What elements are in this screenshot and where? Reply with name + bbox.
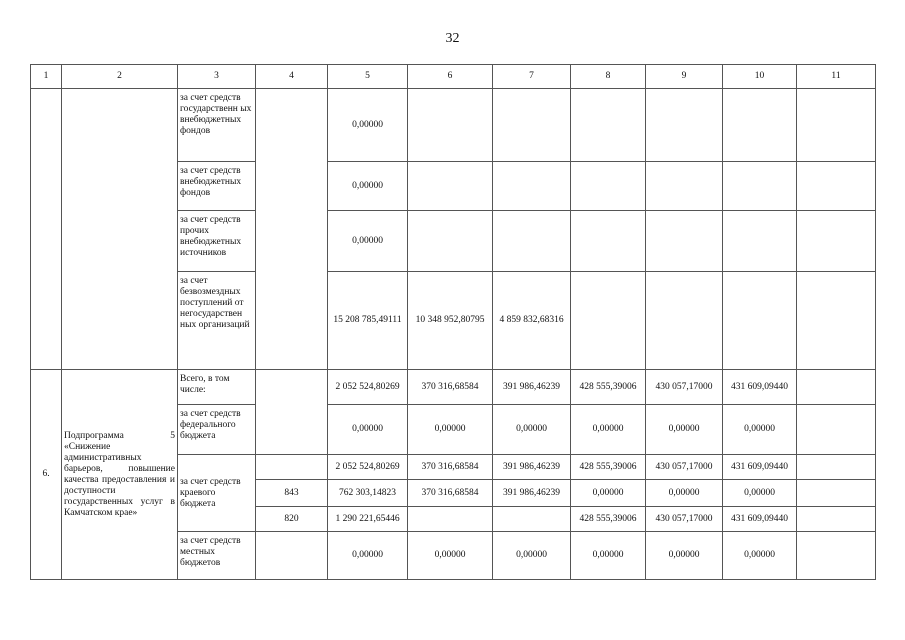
value-cell: 431 609,09440 <box>723 370 797 405</box>
value-cell: 0,00000 <box>328 211 408 272</box>
source-cell: Всего, в том числе: <box>178 370 256 405</box>
value-cell: 0,00000 <box>408 405 493 455</box>
value-cell: 762 303,14823 <box>328 480 408 507</box>
value-cell: 0,00000 <box>571 532 646 580</box>
value-cell: 431 609,09440 <box>723 507 797 532</box>
col-header-3: 3 <box>178 65 256 89</box>
value-cell: 430 057,17000 <box>646 455 723 480</box>
program-cell-empty <box>62 89 178 370</box>
value-cell: 0,00000 <box>328 162 408 211</box>
value-cell: 0,00000 <box>328 89 408 162</box>
value-cell: 15 208 785,49111 <box>328 272 408 370</box>
col-header-10: 10 <box>723 65 797 89</box>
row-index: 6. <box>31 370 62 580</box>
value-cell: 0,00000 <box>493 405 571 455</box>
code-cell-empty <box>256 370 328 455</box>
value-cell: 0,00000 <box>646 405 723 455</box>
value-cell: 0,00000 <box>328 405 408 455</box>
source-cell: за счет средств внебюджетных фондов <box>178 162 256 211</box>
value-cell: 391 986,46239 <box>493 455 571 480</box>
code-cell <box>256 455 328 480</box>
col-header-9: 9 <box>646 65 723 89</box>
value-cell: 428 555,39006 <box>571 370 646 405</box>
header-row <box>31 65 876 89</box>
table-row <box>31 89 876 162</box>
value-cell: 391 986,46239 <box>493 370 571 405</box>
page-number: 32 <box>445 31 460 46</box>
value-cell: 0,00000 <box>723 532 797 580</box>
value-cell: 391 986,46239 <box>493 480 571 507</box>
col-header-5: 5 <box>328 65 408 89</box>
value-cell: 0,00000 <box>723 405 797 455</box>
value-cell: 370 316,68584 <box>408 370 493 405</box>
value-cell: 4 859 832,68316 <box>493 272 571 370</box>
value-cell: 0,00000 <box>571 480 646 507</box>
value-cell: 0,00000 <box>646 480 723 507</box>
code-cell: 843 <box>256 480 328 507</box>
value-cell: 0,00000 <box>723 480 797 507</box>
value-cell: 1 290 221,65446 <box>328 507 408 532</box>
budget-table <box>30 64 876 580</box>
source-cell: за счет средств прочих внебюджетных источников <box>178 211 256 272</box>
source-cell: за счет безвозмездных поступлений от негосударствен ных организаций <box>178 272 256 370</box>
value-cell: 2 052 524,80269 <box>328 455 408 480</box>
value-cell: 10 348 952,80795 <box>408 272 493 370</box>
value-cell: 0,00000 <box>408 532 493 580</box>
value-cell <box>493 507 571 532</box>
col-header-7: 7 <box>493 65 571 89</box>
col-header-1: 1 <box>31 65 62 89</box>
code-cell-empty <box>256 532 328 580</box>
value-cell: 2 052 524,80269 <box>328 370 408 405</box>
value-cell: 428 555,39006 <box>571 455 646 480</box>
value-cell: 430 057,17000 <box>646 507 723 532</box>
col-header-2: 2 <box>62 65 178 89</box>
col-header-4: 4 <box>256 65 328 89</box>
value-cell: 0,00000 <box>571 405 646 455</box>
value-cell: 0,00000 <box>646 532 723 580</box>
code-cell: 820 <box>256 507 328 532</box>
value-cell: 430 057,17000 <box>646 370 723 405</box>
value-cell: 370 316,68584 <box>408 480 493 507</box>
source-cell: за счет средств государственн ых внебюджетных фондов <box>178 89 256 162</box>
value-cell: 0,00000 <box>328 532 408 580</box>
source-cell: за счет средств федерального бюджета <box>178 405 256 455</box>
value-cell: 431 609,09440 <box>723 455 797 480</box>
source-cell: за счет средств краевого бюджета <box>178 455 256 532</box>
value-cell: 428 555,39006 <box>571 507 646 532</box>
col-header-11: 11 <box>797 65 876 89</box>
index-cell-empty <box>31 89 62 370</box>
value-cell: 370 316,68584 <box>408 455 493 480</box>
col-header-6: 6 <box>408 65 493 89</box>
program-title: Подпрограмма 5 «Снижение административных барьеров, повышение качества предоставления и доступности государственных услуг в Камчатском крае» <box>62 370 178 580</box>
code-cell-empty <box>256 89 328 370</box>
col-header-8: 8 <box>571 65 646 89</box>
table-row <box>31 370 876 405</box>
source-cell: за счет средств местных бюджетов <box>178 532 256 580</box>
value-cell: 0,00000 <box>493 532 571 580</box>
value-cell <box>408 507 493 532</box>
